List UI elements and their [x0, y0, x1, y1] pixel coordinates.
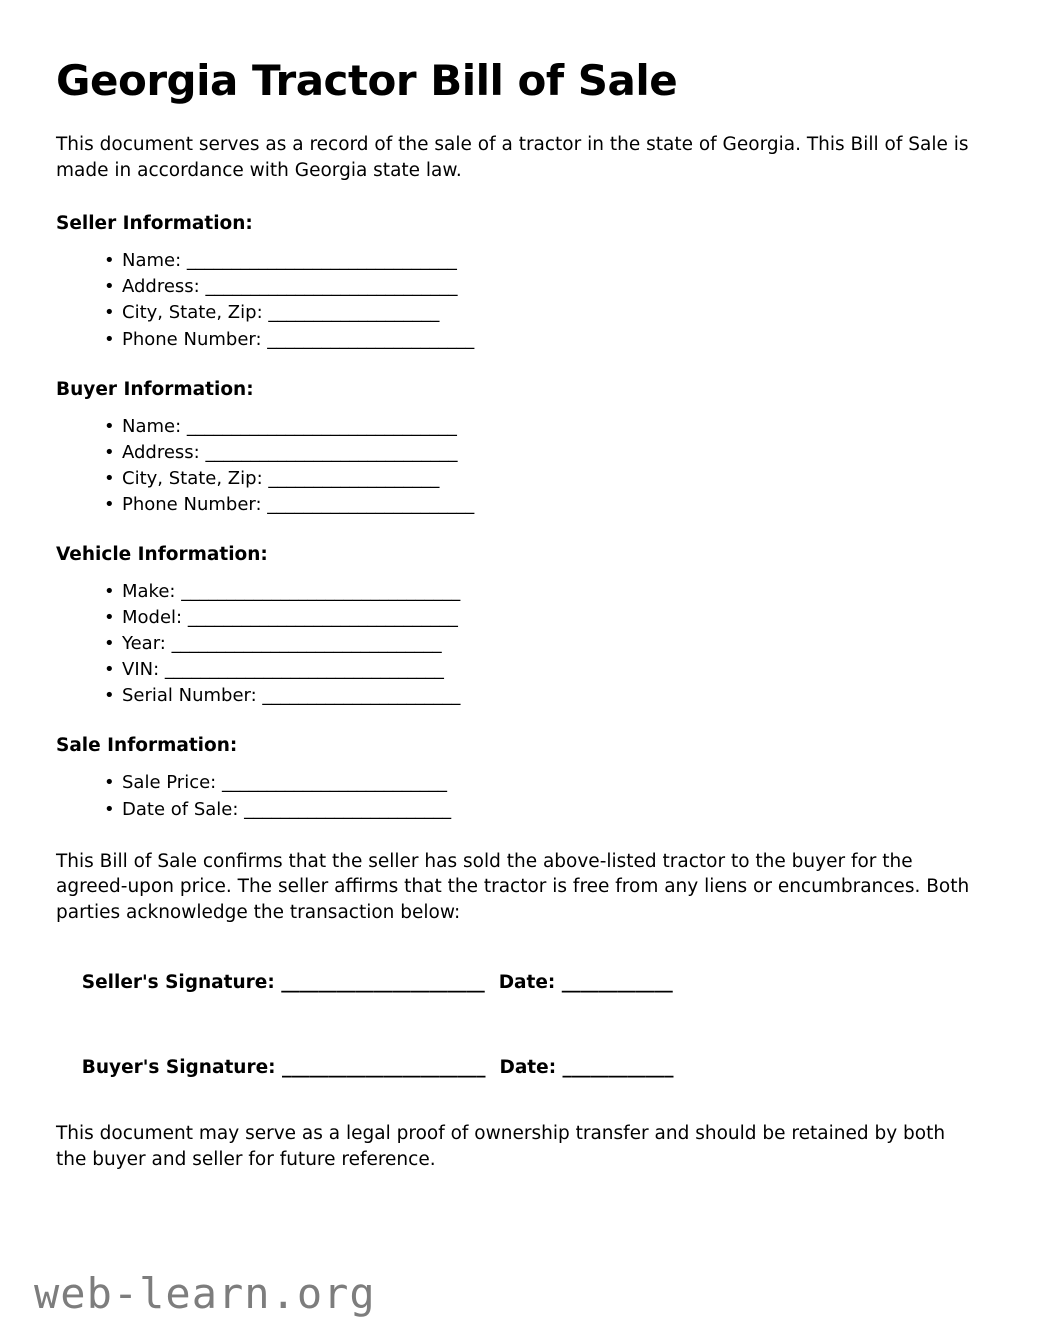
field-vehicle-model: • Model: ______________________________: [104, 605, 981, 631]
closing-paragraph: This document may serve as a legal proof of ownership transfer and should be retained by both the buyer and seller for future reference.: [56, 1123, 946, 1170]
field-buyer-phone: • Phone Number: _______________________: [104, 492, 981, 518]
field-vehicle-make: • Make: _______________________________: [104, 579, 981, 605]
field-seller-phone: • Phone Number: _______________________: [104, 327, 981, 353]
vehicle-field-list: [56, 579, 981, 709]
section-heading-vehicle: Vehicle Information:: [56, 543, 268, 565]
sale-field-list: [56, 770, 981, 822]
intro-paragraph: This document serves as a record of the sale of a tractor in the state of Georgia. This Bill of Sale is made in accordance with Georgia state law.: [56, 134, 969, 181]
section-heading-buyer: Buyer Information:: [56, 378, 254, 400]
field-sale-price: • Sale Price: _________________________: [104, 770, 981, 796]
field-buyer-address: • Address: ____________________________: [104, 440, 981, 466]
field-date-of-sale: • Date of Sale: _______________________: [104, 797, 981, 823]
buyer-field-list: [56, 414, 981, 518]
section-heading-sale: Sale Information:: [56, 735, 238, 757]
field-vehicle-year: • Year: ______________________________: [104, 631, 981, 657]
section-heading-seller: Seller Information:: [56, 213, 253, 235]
confirmation-paragraph: This Bill of Sale confirms that the seller has sold the above-listed tractor to the buyer for the agreed-upon price. The seller affirms that the tractor is free from any liens or encumbrances. Both parties acknowledge the transaction below:: [56, 850, 970, 923]
buyer-signature-row: [56, 1036, 981, 1099]
watermark: web-learn.org: [34, 1269, 376, 1318]
field-buyer-name: • Name: ______________________________: [104, 414, 981, 440]
buyer-signature-label: Buyer's Signature: ______________________: [81, 1057, 486, 1079]
field-vehicle-vin: • VIN: _______________________________: [104, 657, 981, 683]
field-buyer-city-state-zip: • City, State, Zip: ___________________: [104, 466, 981, 492]
field-seller-city-state-zip: • City, State, Zip: ___________________: [104, 300, 981, 326]
field-vehicle-serial-number: • Serial Number: ______________________: [104, 683, 981, 709]
field-seller-name: • Name: ______________________________: [104, 248, 981, 274]
seller-date-label: Date: ____________: [498, 972, 673, 994]
field-seller-address: • Address: ____________________________: [104, 274, 981, 300]
buyer-date-label: Date: ____________: [499, 1057, 674, 1079]
page-title: Georgia Tractor Bill of Sale: [56, 56, 678, 105]
seller-field-list: [56, 248, 981, 352]
seller-signature-label: Seller's Signature: ______________________: [81, 972, 485, 994]
seller-signature-row: [56, 951, 981, 1014]
